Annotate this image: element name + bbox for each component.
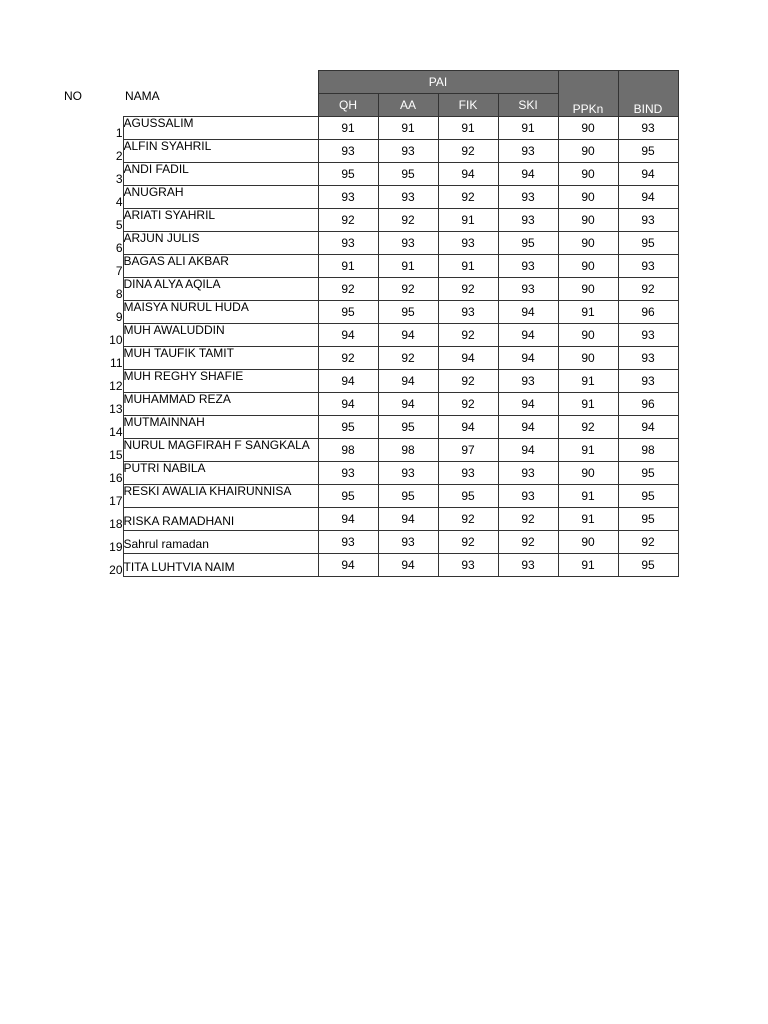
score-bind: 93 [618,117,678,140]
score-aa: 93 [378,140,438,163]
score-ski: 93 [498,186,558,209]
student-name: ARIATI SYAHRIL [123,209,318,232]
score-ski: 94 [498,393,558,416]
score-ski: 93 [498,255,558,278]
score-fik: 92 [438,278,498,301]
student-name: DINA ALYA AQILA [123,278,318,301]
score-bind: 94 [618,163,678,186]
score-fik: 91 [438,255,498,278]
score-qh: 93 [318,531,378,554]
score-bind: 93 [618,324,678,347]
score-fik: 92 [438,186,498,209]
score-qh: 95 [318,416,378,439]
score-fik: 92 [438,324,498,347]
table-row [60,163,678,186]
table-row [60,554,678,577]
score-ppkn: 91 [558,370,618,393]
score-aa: 91 [378,117,438,140]
score-ski: 93 [498,278,558,301]
score-qh: 93 [318,462,378,485]
score-aa: 95 [378,485,438,508]
score-aa: 95 [378,163,438,186]
score-ppkn: 90 [558,324,618,347]
row-number: 9 [115,309,123,324]
score-ski: 93 [498,554,558,577]
column-header-no: NO [64,89,82,103]
score-aa: 92 [378,347,438,370]
table-row [60,232,678,255]
score-bind: 92 [618,531,678,554]
score-ski: 92 [498,531,558,554]
score-ppkn: 90 [558,462,618,485]
score-aa: 93 [378,186,438,209]
table-row [60,324,678,347]
score-ski: 94 [498,163,558,186]
score-aa: 95 [378,416,438,439]
row-number: 12 [109,378,123,393]
table-row [60,117,678,140]
score-aa: 94 [378,370,438,393]
score-ski: 91 [498,117,558,140]
student-name: TITA LUHTVIA NAIM [123,554,318,577]
score-aa: 94 [378,508,438,531]
score-ski: 92 [498,508,558,531]
score-fik: 92 [438,370,498,393]
score-qh: 92 [318,278,378,301]
score-fik: 95 [438,485,498,508]
student-name: MAISYA NURUL HUDA [123,301,318,324]
table-row [60,347,678,370]
row-number: 1 [115,125,123,140]
table-row [60,186,678,209]
score-bind: 96 [618,301,678,324]
row-number: 14 [109,424,123,439]
score-bind: 95 [618,462,678,485]
score-bind: 96 [618,393,678,416]
column-header-ppkn: PPKn [558,71,618,117]
score-fik: 91 [438,209,498,232]
score-qh: 95 [318,485,378,508]
student-name: MUH TAUFIK TAMIT [123,347,318,370]
student-name: MUHAMMAD REZA [123,393,318,416]
column-group-pai: PAI [318,71,558,94]
student-name: MUH REGHY SHAFIE [123,370,318,393]
score-ppkn: 91 [558,393,618,416]
score-qh: 94 [318,508,378,531]
row-number: 2 [115,148,123,163]
score-ppkn: 90 [558,232,618,255]
score-fik: 92 [438,140,498,163]
score-ski: 94 [498,347,558,370]
row-number: 11 [110,355,123,370]
student-name: ALFIN SYAHRIL [123,140,318,163]
table-row [60,462,678,485]
table-row [60,370,678,393]
score-ski: 93 [498,462,558,485]
column-header-qh: QH [318,94,378,117]
score-aa: 95 [378,301,438,324]
score-qh: 91 [318,255,378,278]
score-bind: 93 [618,209,678,232]
column-header-bind: BIND [618,71,678,117]
row-number: 3 [115,171,123,186]
row-number: 19 [109,539,123,554]
student-name: NURUL MAGFIRAH F SANGKALA [123,439,318,462]
student-name: PUTRI NABILA [123,462,318,485]
score-ppkn: 90 [558,347,618,370]
score-qh: 92 [318,209,378,232]
score-ppkn: 90 [558,278,618,301]
score-aa: 92 [378,278,438,301]
row-number: 5 [115,217,123,232]
score-qh: 94 [318,393,378,416]
student-name: MUTMAINNAH [123,416,318,439]
row-number: 16 [109,470,123,485]
score-aa: 93 [378,462,438,485]
column-header-aa: AA [378,94,438,117]
score-fik: 94 [438,416,498,439]
table-row [60,255,678,278]
row-number: 10 [109,332,123,347]
score-bind: 93 [618,347,678,370]
table-row [60,531,678,554]
score-ppkn: 91 [558,485,618,508]
student-name: Sahrul ramadan [123,531,318,554]
score-bind: 95 [618,140,678,163]
score-ppkn: 92 [558,416,618,439]
score-fik: 91 [438,117,498,140]
student-name: ANUGRAH [123,186,318,209]
score-aa: 94 [378,554,438,577]
score-aa: 92 [378,209,438,232]
row-number: 8 [115,286,123,301]
score-aa: 91 [378,255,438,278]
score-aa: 94 [378,324,438,347]
score-bind: 95 [618,232,678,255]
score-aa: 93 [378,531,438,554]
column-header-ski: SKI [498,94,558,117]
score-fik: 97 [438,439,498,462]
row-number: 17 [109,493,123,508]
column-header-fik: FIK [438,94,498,117]
score-ski: 93 [498,140,558,163]
row-number: 7 [115,263,123,278]
score-ski: 94 [498,439,558,462]
row-number: 6 [115,240,123,255]
score-fik: 93 [438,554,498,577]
score-aa: 93 [378,232,438,255]
score-ppkn: 90 [558,186,618,209]
score-qh: 94 [318,554,378,577]
table-row [60,485,678,508]
student-name: ARJUN JULIS [123,232,318,255]
score-bind: 93 [618,370,678,393]
student-name: MUH AWALUDDIN [123,324,318,347]
score-aa: 94 [378,393,438,416]
score-ski: 93 [498,209,558,232]
score-ppkn: 90 [558,117,618,140]
table-row [60,508,678,531]
score-qh: 92 [318,347,378,370]
score-bind: 94 [618,416,678,439]
score-bind: 95 [618,485,678,508]
score-qh: 93 [318,186,378,209]
row-number: 4 [115,194,123,209]
score-bind: 94 [618,186,678,209]
score-bind: 93 [618,255,678,278]
score-fik: 92 [438,393,498,416]
row-number: 18 [109,516,123,531]
table-row [60,209,678,232]
score-qh: 98 [318,439,378,462]
score-qh: 91 [318,117,378,140]
score-ski: 94 [498,416,558,439]
score-ppkn: 90 [558,209,618,232]
grades-table [60,70,679,577]
score-qh: 95 [318,163,378,186]
table-row [60,393,678,416]
score-ppkn: 90 [558,531,618,554]
student-name: ANDI FADIL [123,163,318,186]
score-fik: 94 [438,347,498,370]
row-number: 13 [109,401,123,416]
score-bind: 98 [618,439,678,462]
score-qh: 95 [318,301,378,324]
score-qh: 94 [318,324,378,347]
score-fik: 92 [438,508,498,531]
student-name: RISKA RAMADHANI [123,508,318,531]
score-ppkn: 91 [558,554,618,577]
score-ppkn: 90 [558,163,618,186]
score-bind: 95 [618,554,678,577]
score-ski: 94 [498,324,558,347]
score-qh: 94 [318,370,378,393]
table-row [60,439,678,462]
score-aa: 98 [378,439,438,462]
score-fik: 94 [438,163,498,186]
score-ppkn: 91 [558,508,618,531]
student-name: BAGAS ALI AKBAR [123,255,318,278]
row-number: 20 [109,562,123,577]
table-row [60,301,678,324]
table-row [60,416,678,439]
student-name: AGUSSALIM [123,117,318,140]
score-ppkn: 91 [558,439,618,462]
score-qh: 93 [318,232,378,255]
score-ppkn: 90 [558,140,618,163]
score-ski: 94 [498,301,558,324]
column-header-nama: NAMA [125,89,160,103]
score-ppkn: 91 [558,301,618,324]
table-row [60,140,678,163]
score-ski: 95 [498,232,558,255]
score-qh: 93 [318,140,378,163]
table-row [60,278,678,301]
score-fik: 93 [438,462,498,485]
row-number: 15 [109,447,123,462]
score-bind: 92 [618,278,678,301]
student-name: RESKI AWALIA KHAIRUNNISA [123,485,318,508]
score-ski: 93 [498,485,558,508]
score-ppkn: 90 [558,255,618,278]
score-fik: 93 [438,232,498,255]
score-ski: 93 [498,370,558,393]
score-fik: 93 [438,301,498,324]
score-bind: 95 [618,508,678,531]
score-fik: 92 [438,531,498,554]
